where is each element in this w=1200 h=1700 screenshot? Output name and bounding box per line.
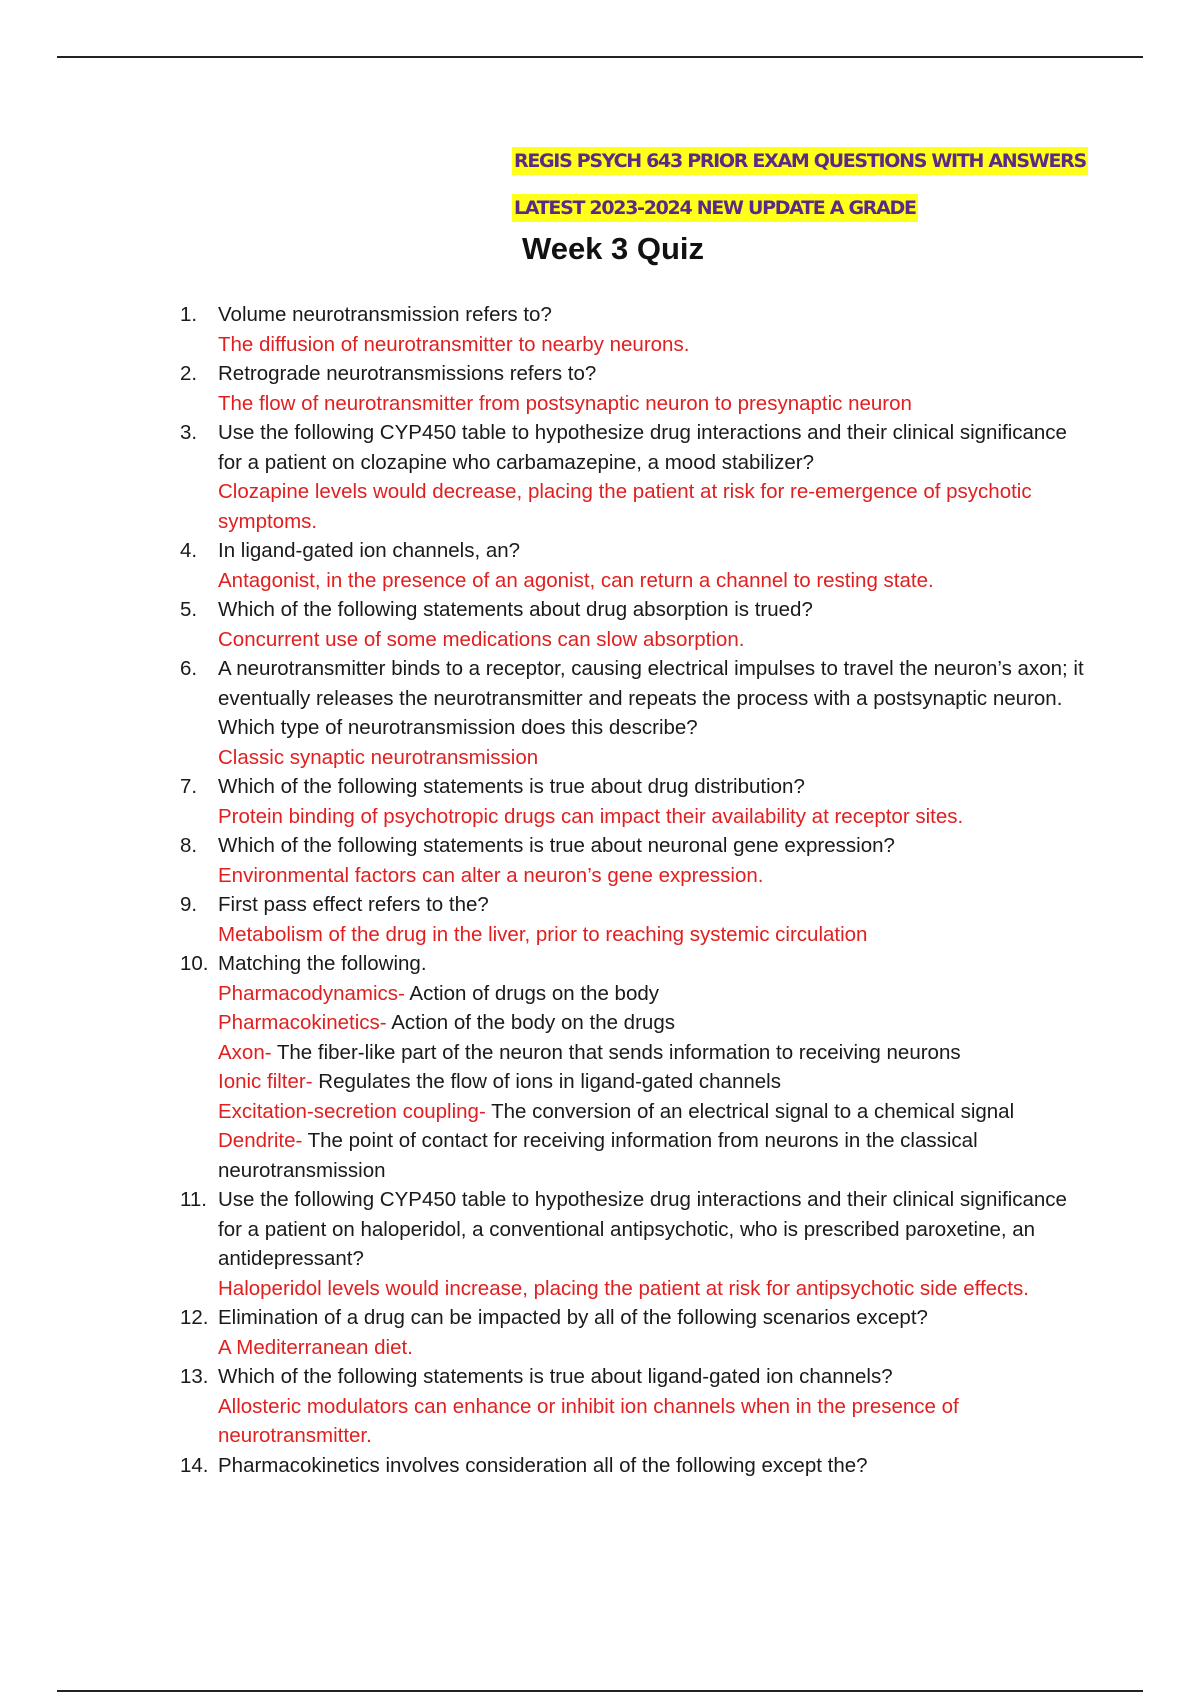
list-item <box>180 300 1090 359</box>
question-number: 2. <box>180 362 198 385</box>
list-item <box>180 654 1090 772</box>
bottom-rule <box>57 1690 1143 1692</box>
question-text: In ligand-gated ion channels, an? <box>218 539 521 562</box>
answer-text: Haloperidol levels would increase, placing the patient at risk for antipsychotic side effects. <box>218 1276 1029 1300</box>
match-row <box>218 1067 1090 1097</box>
question-number: 13. <box>180 1365 209 1388</box>
question-text: Which of the following statements is true about neuronal gene expression? <box>218 834 895 857</box>
question-text: Retrograde neurotransmissions refers to? <box>218 362 597 385</box>
answer-text: Protein binding of psychotropic drugs can impact their availability at receptor sites. <box>218 804 964 828</box>
match-definition: Regulates the flow of ions in ligand-gated channels <box>312 1070 781 1093</box>
answer-text: Concurrent use of some medications can slow absorption. <box>218 627 745 651</box>
question-number: 6. <box>180 657 198 680</box>
question-text: Volume neurotransmission refers to? <box>218 303 552 326</box>
match-term: Axon- <box>218 1040 272 1064</box>
list-item <box>180 831 1090 890</box>
answer-text: Environmental factors can alter a neuron’s gene expression. <box>218 863 764 887</box>
question-number: 9. <box>180 893 198 916</box>
exam-header-line-1: REGIS PSYCH 643 PRIOR EXAM QUESTIONS WITH ANSWERS <box>512 147 1088 175</box>
list-item <box>180 949 1090 1185</box>
list-item <box>180 536 1090 595</box>
match-term: Pharmacokinetics- <box>218 1011 387 1034</box>
question-number: 11. <box>180 1188 207 1211</box>
list-item <box>180 1451 1090 1481</box>
question-number: 12. <box>180 1306 209 1329</box>
answer-text: A Mediterranean diet. <box>218 1335 413 1359</box>
match-definition: Action of drugs on the body <box>404 981 659 1005</box>
question-list <box>180 300 1090 1480</box>
question-text: Elimination of a drug can be impacted by all of the following scenarios except? <box>218 1306 928 1329</box>
question-number: 10. <box>180 952 209 975</box>
list-item <box>180 359 1090 418</box>
question-text: First pass effect refers to the? <box>218 893 489 916</box>
question-number: 5. <box>180 598 198 621</box>
exam-header-line-2: LATEST 2023-2024 NEW UPDATE A GRADE <box>512 194 918 222</box>
top-rule <box>57 56 1143 58</box>
question-text: Use the following CYP450 table to hypothesize drug interactions and their clinical significance for a patient on clozapine who carbamazepine, a mood stabilizer? <box>218 421 1067 474</box>
list-item <box>180 1303 1090 1362</box>
match-row <box>218 1126 1090 1185</box>
answer-text: Antagonist, in the presence of an agonist, can return a channel to resting state. <box>218 568 934 592</box>
answer-text: Clozapine levels would decrease, placing the patient at risk for re-emergence of psychotic symptoms. <box>218 480 1032 533</box>
match-row <box>218 979 1090 1009</box>
match-term: Dendrite- <box>218 1129 303 1152</box>
question-number: 4. <box>180 539 198 562</box>
question-text: Which of the following statements is true about ligand-gated ion channels? <box>218 1365 893 1388</box>
match-row <box>218 1008 1090 1038</box>
match-term: Ionic filter- <box>218 1070 313 1093</box>
list-item <box>180 595 1090 654</box>
question-text: A neurotransmitter binds to a receptor, causing electrical impulses to travel the neuron’s axon; it eventually releases the neurotransmitter and repeats the process with a postsynaptic neuron. Which type of neurotransmission does this describe? <box>218 657 1084 739</box>
list-item <box>180 418 1090 536</box>
question-number: 1. <box>180 303 198 326</box>
list-item <box>180 890 1090 949</box>
question-number: 7. <box>180 775 198 798</box>
page-title: Week 3 Quiz <box>522 231 705 266</box>
answer-text: Allosteric modulators can enhance or inhibit ion channels when in the presence of neurotransmitter. <box>218 1394 959 1447</box>
list-item <box>180 1185 1090 1303</box>
match-term: Excitation-secretion coupling- <box>218 1099 486 1123</box>
answer-text: The flow of neurotransmitter from postsynaptic neuron to presynaptic neuron <box>218 391 912 415</box>
match-term: Pharmacodynamics- <box>218 981 405 1005</box>
list-item <box>180 772 1090 831</box>
list-item <box>180 1362 1090 1451</box>
match-row <box>218 1097 1090 1127</box>
match-row <box>218 1038 1090 1068</box>
match-definition: The point of contact for receiving information from neurons in the classical neurotransmission <box>218 1129 978 1182</box>
question-number: 3. <box>180 421 198 444</box>
question-number: 8. <box>180 834 198 857</box>
answer-text: Classic synaptic neurotransmission <box>218 745 539 769</box>
match-definition: The conversion of an electrical signal to a chemical signal <box>485 1099 1015 1123</box>
match-definition: The fiber-like part of the neuron that sends information to receiving neurons <box>271 1040 961 1064</box>
answer-text: The diffusion of neurotransmitter to nearby neurons. <box>218 332 690 356</box>
question-number: 14. <box>180 1453 209 1477</box>
match-definition: Action of the body on the drugs <box>386 1011 675 1034</box>
question-text: Matching the following. <box>218 952 427 975</box>
question-text: Use the following CYP450 table to hypothesize drug interactions and their clinical significance for a patient on haloperidol, a conventional antipsychotic, who is prescribed paroxetine, an antidepressant? <box>218 1188 1067 1270</box>
answer-text: Metabolism of the drug in the liver, prior to reaching systemic circulation <box>218 922 868 946</box>
question-text: Pharmacokinetics involves consideration all of the following except the? <box>218 1453 868 1477</box>
question-text: Which of the following statements about drug absorption is trued? <box>218 598 813 621</box>
question-text: Which of the following statements is true about drug distribution? <box>218 775 805 798</box>
